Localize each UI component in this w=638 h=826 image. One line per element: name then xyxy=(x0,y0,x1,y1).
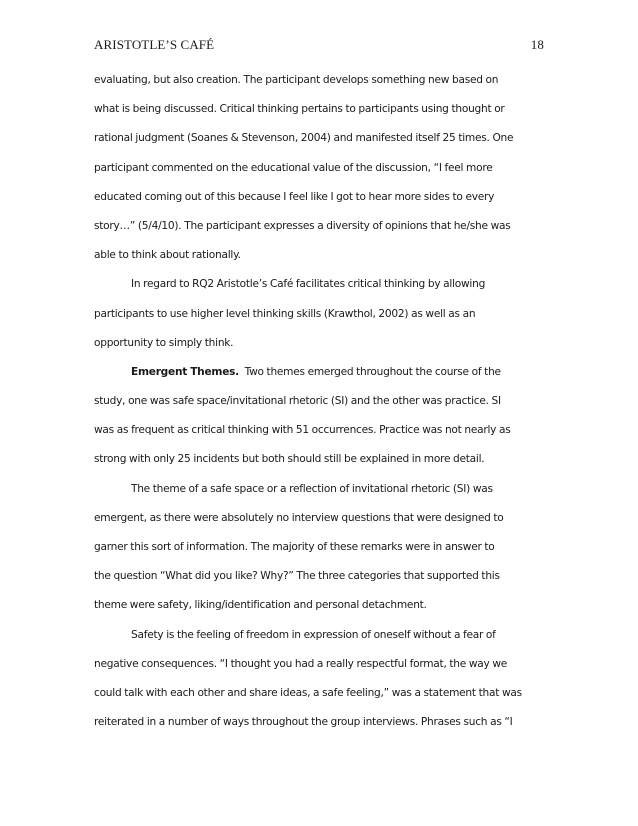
text-line: study, one was safe space/invitational rhetoric (SI) and the other was practice. SI xyxy=(94,395,501,408)
text-line: participants to use higher level thinking skills (Krawthol, 2002) as well as an xyxy=(94,307,476,320)
text-line: participant commented on the educational value of the discussion, “I feel more xyxy=(94,161,493,174)
text-line: story…” (5/4/10). The participant expresses a diversity of opinions that he/she was xyxy=(94,219,511,232)
text-line: Two themes emerged throughout the course of the xyxy=(244,365,501,378)
text-line: could talk with each other and share ideas, a safe feeling,” was a statement that was xyxy=(94,686,522,699)
text-line: negative consequences. “I thought you had a really respectful format, the way we xyxy=(94,657,508,670)
text-line: the question “What did you like? Why?” The three categories that supported this xyxy=(94,570,500,583)
running-head: ARISTOTLE’S CAFÉ xyxy=(94,37,215,52)
page-number: 18 xyxy=(530,37,544,52)
text-line: what is being discussed. Critical thinking pertains to participants using thought or xyxy=(94,103,505,116)
text-line: evaluating, but also creation. The participant develops something new based on xyxy=(94,74,499,86)
text-line: emergent, as there were absolutely no interview questions that were designed to xyxy=(94,511,504,524)
subheading-line xyxy=(94,358,546,387)
text-line: garner this sort of information. The majority of these remarks were in answer to xyxy=(94,541,495,553)
text-line: theme were safety, liking/identification and personal detachment. xyxy=(94,599,427,612)
text-line: opportunity to simply think. xyxy=(94,336,234,349)
page-header xyxy=(94,37,544,57)
text-line: Safety is the feeling of freedom in expression of oneself without a fear of xyxy=(131,628,496,641)
text-line: In regard to RQ2 Aristotle’s Café facilitates critical thinking by allowing xyxy=(131,278,486,291)
text-line: was as frequent as critical thinking with 51 occurrences. Practice was not nearly as xyxy=(94,424,511,437)
text-line: rational judgment (Soanes & Stevenson, 2004) and manifested itself 25 times. One xyxy=(94,132,514,145)
text-line: reiterated in a number of ways throughout the group interviews. Phrases such as “I xyxy=(94,716,513,729)
section-subheading: Emergent Themes. xyxy=(131,365,239,378)
text-line: educated coming out of this because I feel like I got to hear more sides to every xyxy=(94,190,495,203)
text-line: strong with only 25 incidents but both should still be explained in more detail. xyxy=(94,453,485,466)
text-line: The theme of a safe space or a reflection of invitational rhetoric (SI) was xyxy=(131,482,493,495)
text-line: able to think about rationally. xyxy=(94,249,241,262)
body-text xyxy=(94,66,546,737)
